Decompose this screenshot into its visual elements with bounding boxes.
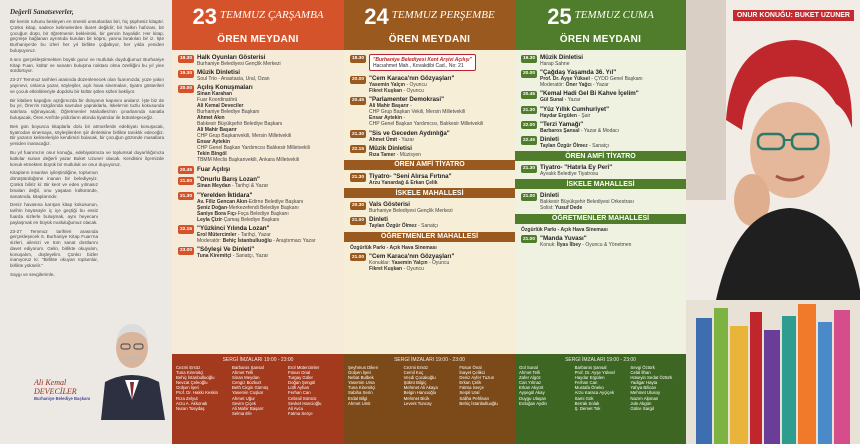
author-name: Cebrail Sürücü <box>288 395 317 401</box>
author-column <box>288 365 340 416</box>
intro-paragraph: Bu yıl fuarımızın onur konuğu, edebiyatımıza ve toplumsal duyarlılığımıza katkılar sunan değerli yazar Buket Uzuner olacak. Kendisini ilçemizde konuk etmekten büyük bir mutluluk ve onur duyuyoruz. <box>10 149 164 167</box>
author-name: Zafer Algöz <box>519 375 541 381</box>
event: 21.30 Tiyatro- "Seni Alırsa Fırtına" Arzu Yanardağ & Erkan Çelik <box>352 172 452 186</box>
author-name: Arzu Karaca Ayçiçek <box>574 390 614 396</box>
author-name: Ferhan Can <box>574 380 598 386</box>
author-name: Sevgi Öztürk <box>630 365 655 370</box>
signing-label: SERGİ İMZALARI 19:00 - 23:00 <box>394 357 465 363</box>
author-name: Barbaros Şansal <box>232 365 264 370</box>
event: 21.30 "Yüz Yıllık Cumhuriyet" Haydar Ergülen - Şair <box>523 105 610 119</box>
author-name: Nazım Alpman <box>630 395 659 401</box>
intro-paragraph: Bes gün boyunca kitaplarla dolu bir atmosferde edebiyatı konuşacak, tiyatrodan sinemaya, söyleşilerden şiir dinletisine birlikte tanıklık edeceğiz. Bir yazarın kelimeleriyle kendimizi bulacak, bir çocuğun gözünde masallara yeniden inanacağız. <box>10 123 164 147</box>
event: 22.45 Dinleti Taylan Özgür Ölmez - Sanatçı <box>523 135 610 149</box>
author-name: Erol Mütercimler <box>288 365 320 370</box>
signing-list <box>344 354 515 444</box>
event: 21.00 "Onurlu Barış Lozan" Sinan Meydan - Tarihçi & Yazar <box>180 176 269 190</box>
author-name: Jule Akgün <box>630 400 652 406</box>
author-name: Tuna Kiremitçi <box>176 370 204 376</box>
event: 20.45 "Kemal Hadi Gel Bi Kahve İçelim" Gül Sunal - Yazar <box>523 90 639 104</box>
author-column <box>519 365 571 411</box>
day-program: 18.30 "Burhaniye Belediyesi Kent Arşivi Açılışı" Hacıahmet Mah., Kovakdibi Cad., No: 21 20.00 "Cem Karaca'nın Gözyaşları" Yasemin Yalçın - Oyuncu Fikret Kuşkan - Oyuncu 20.45 "Parlamenter Demokrasi" Ali Mahir Başarır - CHP Grup Başkan Vekili, Mersin Milletvekili Ensar Aytekin - CHP Genel Başkan Yardımcısı, Balıkesir Milletvekili 21.30 "Sis ve Geceden Aydınlığa" Ahmet Ümit - Yazar 22.15 Müzik Dinletisi Rıza Tamer - Müzisyen ÖREN AMFİ TİYATRO 21.30 Tiyatro- "Seni Alırsa Fırtına" Arzu Yanardağ & Erkan Çelik İSKELE MAHALLESİ 20.30 Vals Gösterisi Burhaniye Belediyesi Gençlik Merkezi 21.00 Dinleti Taylan Özgür Ölmez - Sanatçı ÖĞRETMENLER MAHALLESİ Özgürlük Parkı - Açık Hava Sineması 21.00 "Cem Karaca'nın Gözyaşları" Konuklar: Yasemin Yalçın - Oyuncu Fikret Kuşkan - Oyuncu <box>344 50 515 354</box>
author-column <box>459 365 511 406</box>
author-name: Cezmi Ersöz <box>176 365 201 370</box>
intro-paragraph: 6.sını gerçekleştirmekten büyük gurur ve mutluluk duyduğumuz Burhaniye Kitap Fuarı, kültür ve sanatın buluşma noktası olma özelliğini bu yıl yine sürdürüyor. <box>10 56 164 74</box>
signing-list <box>515 354 686 444</box>
event: 18.30 "Burhaniye Belediyesi Kent Arşivi Açılışı" Hacıahmet Mah., Kovakdibi Cad., No: 21 <box>350 54 509 73</box>
author-name: Nuran Tosydaş <box>176 405 205 411</box>
event: 21.30 "Sis ve Geceden Aydınlığa" Ahmet Ümit - Yazar <box>352 129 450 143</box>
event: 20.00 Açılış Konuşmaları Sinan Karahan Fuar Koordinatörü Ali Kemal Deveciler Burhaniye Belediye Başkanı Ahmet Akın Balıkesir Büyükşehir Belediye Başkanı Ali Mahir Başarır CHP Grup Başkanvekili, Mersin Milletvekili Ensar Aytekin CHP Genel Başkan Yardımcısı Balıkesir Milletvekili Tekin Bingöl TBMM Meclis Başkanvekili, Ankara Milletvekili <box>180 84 310 164</box>
author-name: Turgay Güler <box>288 375 313 381</box>
event: 21.00 Dinleti Balıkesir Büyükşehir Belediyesi Orkestrası Solist: Yusuf Dede <box>523 192 634 212</box>
author-name: Belgin Hancıoğlu <box>403 390 437 396</box>
venue-title: ÖREN MEYDANI <box>388 34 471 45</box>
author-name: Barbaros Şansal <box>574 365 607 370</box>
day-month: TEMMUZ CUMA <box>574 9 654 21</box>
day-column-25 <box>515 0 686 444</box>
author-name: Ahmet Telli <box>232 370 253 376</box>
author-name: Mehmet Bicik <box>403 395 430 401</box>
author-name: Şeyhmus Diken <box>348 365 379 370</box>
day-header <box>172 0 344 50</box>
event: 22.15 Müzik Dinletisi Rıza Tamer - Müzisyen <box>352 144 421 158</box>
author-name: Ahmet Uğur <box>232 395 255 401</box>
author-name: Şükrü Bilgiç <box>403 380 427 386</box>
author-name: Yasemin Ursa <box>348 380 375 386</box>
event: 23.00 "Söyleşi Ve Dinleti" Tuna Kiremitçi - Sanatçı, Yazar <box>180 246 269 259</box>
author-name: Serpil Ural <box>459 390 480 396</box>
signing-list <box>172 354 344 444</box>
day-month: TEMMUZ ÇARŞAMBA <box>219 9 324 21</box>
day-program: 19.30 Müzik Dinletisi Harap Sahne 20.00 "Çağdaş Yaşamda 36. Yıl" Prof. Dr. Ayşe Yüksel - ÇYDD Genel Başkanı Moderatör: Öner Yağcı - Yazar 20.45 "Kemal Hadi Gel Bi Kahve İçelim" Gül Sunal - Yazar 21.30 "Yüz Yıllık Cumhuriyet" Haydar Ergülen - Şair 22.00 "Terzi Yamağı" Barbaros Şansal - Yazar & Modacı 22.45 Dinleti Taylan Özgür Ölmez - Sanatçı ÖREN AMFİ TİYATRO 21.30 Tiyatro- "Hatırla Ey Peri" Ayvalık Belediye Tiyatrosu İSKELE MAHALLESİ 21.00 Dinleti Balıkesir Büyükşehir Belediyesi Orkestrası Solist: Yusuf Dede ÖĞRETMENLER MAHALLESİ Özgürlük Parkı - Açık Hava Sineması 21.00 "Manda Yuvası" Konuk: İlyas İlbey - Oyuncu & Yönetmen <box>515 50 686 354</box>
author-name: Ahmet Telli <box>519 370 540 376</box>
author-name: Ali Mahir Başarır <box>232 405 264 411</box>
event: 20.00 "Cem Karaca'nın Gözyaşları" Yasemin Yalçın - Oyuncu Fikret Kuşkan - Oyuncu <box>352 75 455 95</box>
signature <box>34 378 104 401</box>
event: 21.00 "Cem Karaca'nın Gözyaşları" Konuklar: Yasemin Yalçın - Oyuncu Fikret Kuşkan - Oyuncu <box>352 252 455 272</box>
day-number: 23 <box>192 4 217 29</box>
author-name: Gülce Sargıl <box>630 405 654 411</box>
author-name: Cengiz Bozkurt <box>232 380 262 386</box>
author-name: Levent Tuncay <box>403 400 432 406</box>
author-name: Erkan Çelik <box>459 380 482 386</box>
event: 19.30 Müzik Dinletisi Soul Trio - Anastasia, Ural, Ozan <box>180 69 270 83</box>
author-column <box>575 365 627 411</box>
section-header: ÖREN AMFİ TİYATRO <box>515 151 686 161</box>
event: 22.15 "Yüzkinci Yılında Lozan" Erol Mütercimler - Tarihçi, Yazar Moderatör: Behiç İstanbulluoğlu - Araştırmacı Yazar <box>180 224 316 244</box>
author-name: Nebat Bulbek <box>348 375 374 381</box>
author-name: Erdal Bilgi <box>348 395 368 401</box>
section-header: ÖĞRETMENLER MAHALLESİ <box>515 214 686 224</box>
signing-label: SERGİ İMZALARI 19:00 - 23:00 <box>565 357 636 363</box>
author-name: Mustafa Öneko <box>574 385 604 391</box>
author-name: Gülşen İşeri <box>176 385 199 391</box>
author-name: Yasemin Coşkar <box>232 390 264 396</box>
intro-paragraph: Bir kitaben kapağını açtığımızda bir dünyanın kapısını aralarız. İşte biz de bu yıl, Ören'in rüzgârında savrulan yapraklarla, İskele'nin tuzlu kokusunda satırlara sığmayacak; Öğretmenler Mahallesi'nin çınarlarında sanatla buluşacak, Ören Amfi'de yıldızların altında tiyatrolar ile bütünleşeceğiz. <box>10 97 164 120</box>
author-name: Berrak Solak <box>574 400 600 406</box>
section-header: İSKELE MAHALLESİ <box>515 179 686 189</box>
signing-label: SERGİ İMZALARI 19:00 - 23:00 <box>222 357 294 363</box>
event: 19.30 Müzik Dinletisi Harap Sahne <box>523 54 583 67</box>
event: 20.00 "Çağdaş Yaşamda 36. Yıl" Prof. Dr. Ayşe Yüksel - ÇYDD Genel Başkanı Moderatör: Öner Yağcı - Yazar <box>523 69 643 89</box>
author-name: Yahya Bilican <box>630 385 657 391</box>
section-header: ÖREN AMFİ TİYATRO <box>344 160 515 170</box>
author-name: Gülşen İşeri <box>348 370 371 376</box>
day-number: 25 <box>547 4 572 29</box>
author-name: Ali Avcu <box>288 405 304 411</box>
venue-title: ÖREN MEYDANI <box>217 34 299 45</box>
author-name: Ayşegül Akay <box>519 390 545 396</box>
author-column <box>176 365 228 416</box>
closing: Saygı ve sevgilerimle, <box>10 272 55 278</box>
day-header <box>344 0 515 50</box>
event: 22.00 "Terzi Yamağı" Barbaros Şansal - Yazar & Modacı <box>523 120 620 134</box>
author-name: Mehmet Ulusoy <box>630 390 661 396</box>
intro-paragraph: Kitapların insanları iyileştirdiğine, toplumun dönüştürdüğüne inanan bir belediyeyiz. Çünkü biliriz ki: Bir kent ve eden yılmasız binaları değil, onu yaşatan kültüründe, sanatında, kitaplarındır. <box>10 170 98 199</box>
author-name: Ferhan Can <box>288 390 311 396</box>
author-name: Saliha Pehlivan <box>459 395 489 401</box>
author-name: Füsun Onal <box>288 370 311 376</box>
event: 21.30 Tiyatro- "Hatırla Ey Peri" Ayvalık Belediye Tiyatrosu <box>523 164 613 178</box>
event: 21.00 Dinleti Taylan Özgür Ölmez - Sanatçı <box>352 216 439 230</box>
author-name: Cezmi Ersöz <box>403 365 429 370</box>
intro-paragraph: Deniz havasına karışan kitap kokusunun, tarihin büyüsüyle iç içe geçtiği bu essiz fuarda sizlerle buluşmak, aynı heyecanı paylaşmak en büyük mutluluğumuz olacak. <box>10 202 98 225</box>
author-name: Füsun Önal <box>459 365 482 370</box>
author-name: Fatma Serçe <box>288 410 313 416</box>
mayor-photo <box>95 290 169 420</box>
event: 20.45 "Parlamenter Demokrasi" Ali Mahir Başarır - CHP Grup Başkan Vekili, Mersin Milletvekili Ensar Aytekin - CHP Genel Başkan Yardımcısı, Balıkesir Milletvekili <box>352 96 484 128</box>
author-name: Deniz Ayfer Tuzun <box>459 375 495 381</box>
author-name: Gül Sunal <box>519 365 538 370</box>
event: 21.00 "Manda Yuvası" Konuk: İlyas İlbey - Oyuncu & Yönetmen <box>523 234 632 248</box>
author-name: Rıza Zelyut <box>176 395 198 401</box>
greeting: Değerli Sanatseverler, <box>10 8 74 16</box>
section-header: ÖĞRETMENLER MAHALLESİ <box>344 232 515 242</box>
author-column <box>404 365 456 406</box>
author-name: Behiç İstanbulluoğlu <box>459 400 498 406</box>
author-name: İnayet Çelikci <box>459 370 485 376</box>
author-name: Behiç İstanbulluoğlu <box>176 375 215 381</box>
author-name: Sinan Meydan <box>232 375 260 381</box>
venue-title: ÖREN MEYDANI <box>559 34 642 45</box>
event: 19.30 Halk Oyunları Gösterisi Burhaniye Belediyesi Gençlik Merkezi <box>180 54 281 67</box>
intro-paragraph: Bir kentin ruhunu besleyen en önemli unsurlardan biri, hiç şüphesiz kitaptır. Çünkü kitap, sadece kelimelerden ibaret değildir; bir halkın hafızası, bir çocuğun düşü, bir öğretmenin bekleintisi, bir gencin hayalidir. Her kitap, geçmişe bağlanan ayrıntıda kurulan bir köprü, yarına bırakılan bir iz. İşte Burhaniye'de bu izleri her yıl birlikte çoğaltıyor, her yılda yeniden buluşuyoruz. <box>10 19 164 53</box>
guest-badge: ONUR KONUĞU: BUKET UZUNER <box>733 10 854 21</box>
author-name: Nevzat Çeleoğlu <box>176 380 208 386</box>
day-month: TEMMUZ PERŞEMBE <box>391 9 495 21</box>
signature-name: Ali Kemal DEVECİLER <box>34 378 77 396</box>
day-program <box>172 50 344 354</box>
author-name: Prof. Dr. Hakkı Keskin <box>176 390 219 396</box>
day-column-24 <box>344 0 515 444</box>
author-name: Selma Efe <box>232 410 252 416</box>
author-name: Mehmet Ali Akaya <box>403 385 438 391</box>
author-name: Celal İlhan <box>630 370 651 376</box>
day-column-23 <box>172 0 344 444</box>
author-name: Hüseyin Sedat Öztürk <box>630 375 673 381</box>
author-name: Arzu A. Akkonak <box>176 400 208 406</box>
author-name: Doğan Şengül <box>288 380 316 386</box>
author-name: Sami Gök <box>574 395 594 401</box>
event: 20.45 Fuar Açılışı <box>180 165 231 173</box>
author-name: Ş. Demet Tok <box>574 405 601 411</box>
author-name: Beth Cirgin Gümüş <box>232 385 269 391</box>
author-name: Sevket Hancioğlu <box>288 400 322 406</box>
author-name: Fatma Serçe <box>459 385 484 391</box>
author-name: Cemil Koç <box>403 370 424 376</box>
author-column <box>630 365 682 411</box>
signature-title: Burhaniye Belediye Başkanı <box>34 396 91 401</box>
author-name: Sabiha Serin <box>348 390 373 396</box>
author-name: Duygu Ulaşan <box>519 395 546 401</box>
author-name: Sevim Çiçek <box>232 400 256 406</box>
day-header <box>515 0 686 50</box>
intro-paragraph: 23-27 Temmuz tarihleri arasında düzenlenecek olan fuarımızda; yüze yakın yayınevi, onlarca yazar, söyleşiler, açık hava sinemaları, tiyatro gösterileri ve çocuk etkinlikleriyle dopdolu bir kültür şölen sizleri bekliyor. <box>10 77 164 94</box>
guest-photo <box>686 0 860 444</box>
author-name: Erkan Akyürt <box>519 385 544 391</box>
author-name: Ahmet Umit <box>348 400 371 406</box>
day-number: 24 <box>364 4 389 29</box>
intro-paragraph: 23-27 Temmuz tarihleri arasında gerçekleşecek 6. Burhaniye Kitap Fuarı'na sizleri, ailenizi ve tüm sanat dostlarını davet ediyorum. Gelin, birlikte okuyalım, konuşalım, düşleyelim. Çünkü bizler inanıyoruz ki: "Birlikte okuyan toplumlar, birlikte yükselir." <box>10 228 98 269</box>
author-name: Haydar Ergülen <box>574 375 605 381</box>
author-name: Yadigar Hayta <box>630 380 658 386</box>
section-header: İSKELE MAHALLESİ <box>344 188 515 198</box>
author-name: Erdoğan Aydin <box>519 400 547 406</box>
author-column <box>348 365 400 406</box>
event: 21.30 "Yerelden İktidara" Av. Filiz Gencan Akın-Edirne Belediye Başkanı Şeniz Doğan-Merkezefendi Belediye Başkanı Saniye Bora Fıçı-Foça Belediye Başkanı Leyla Çizir-Çamaş Belediye Başkanı <box>180 191 304 223</box>
author-name: Tuna Kiremitçi <box>348 385 376 391</box>
author-name: Can Yılmaz <box>519 380 542 386</box>
author-name: Vecdi Çocakoğlu <box>403 375 436 381</box>
author-column <box>232 365 284 416</box>
event: 20.30 Vals Gösterisi Burhaniye Belediyesi Gençlik Merkezi <box>352 201 453 215</box>
guest-panel <box>686 0 860 444</box>
author-name: Prof. Dr. Ayşe Yüksel <box>574 370 615 376</box>
author-name: Lütfi Ayhan <box>288 385 310 391</box>
